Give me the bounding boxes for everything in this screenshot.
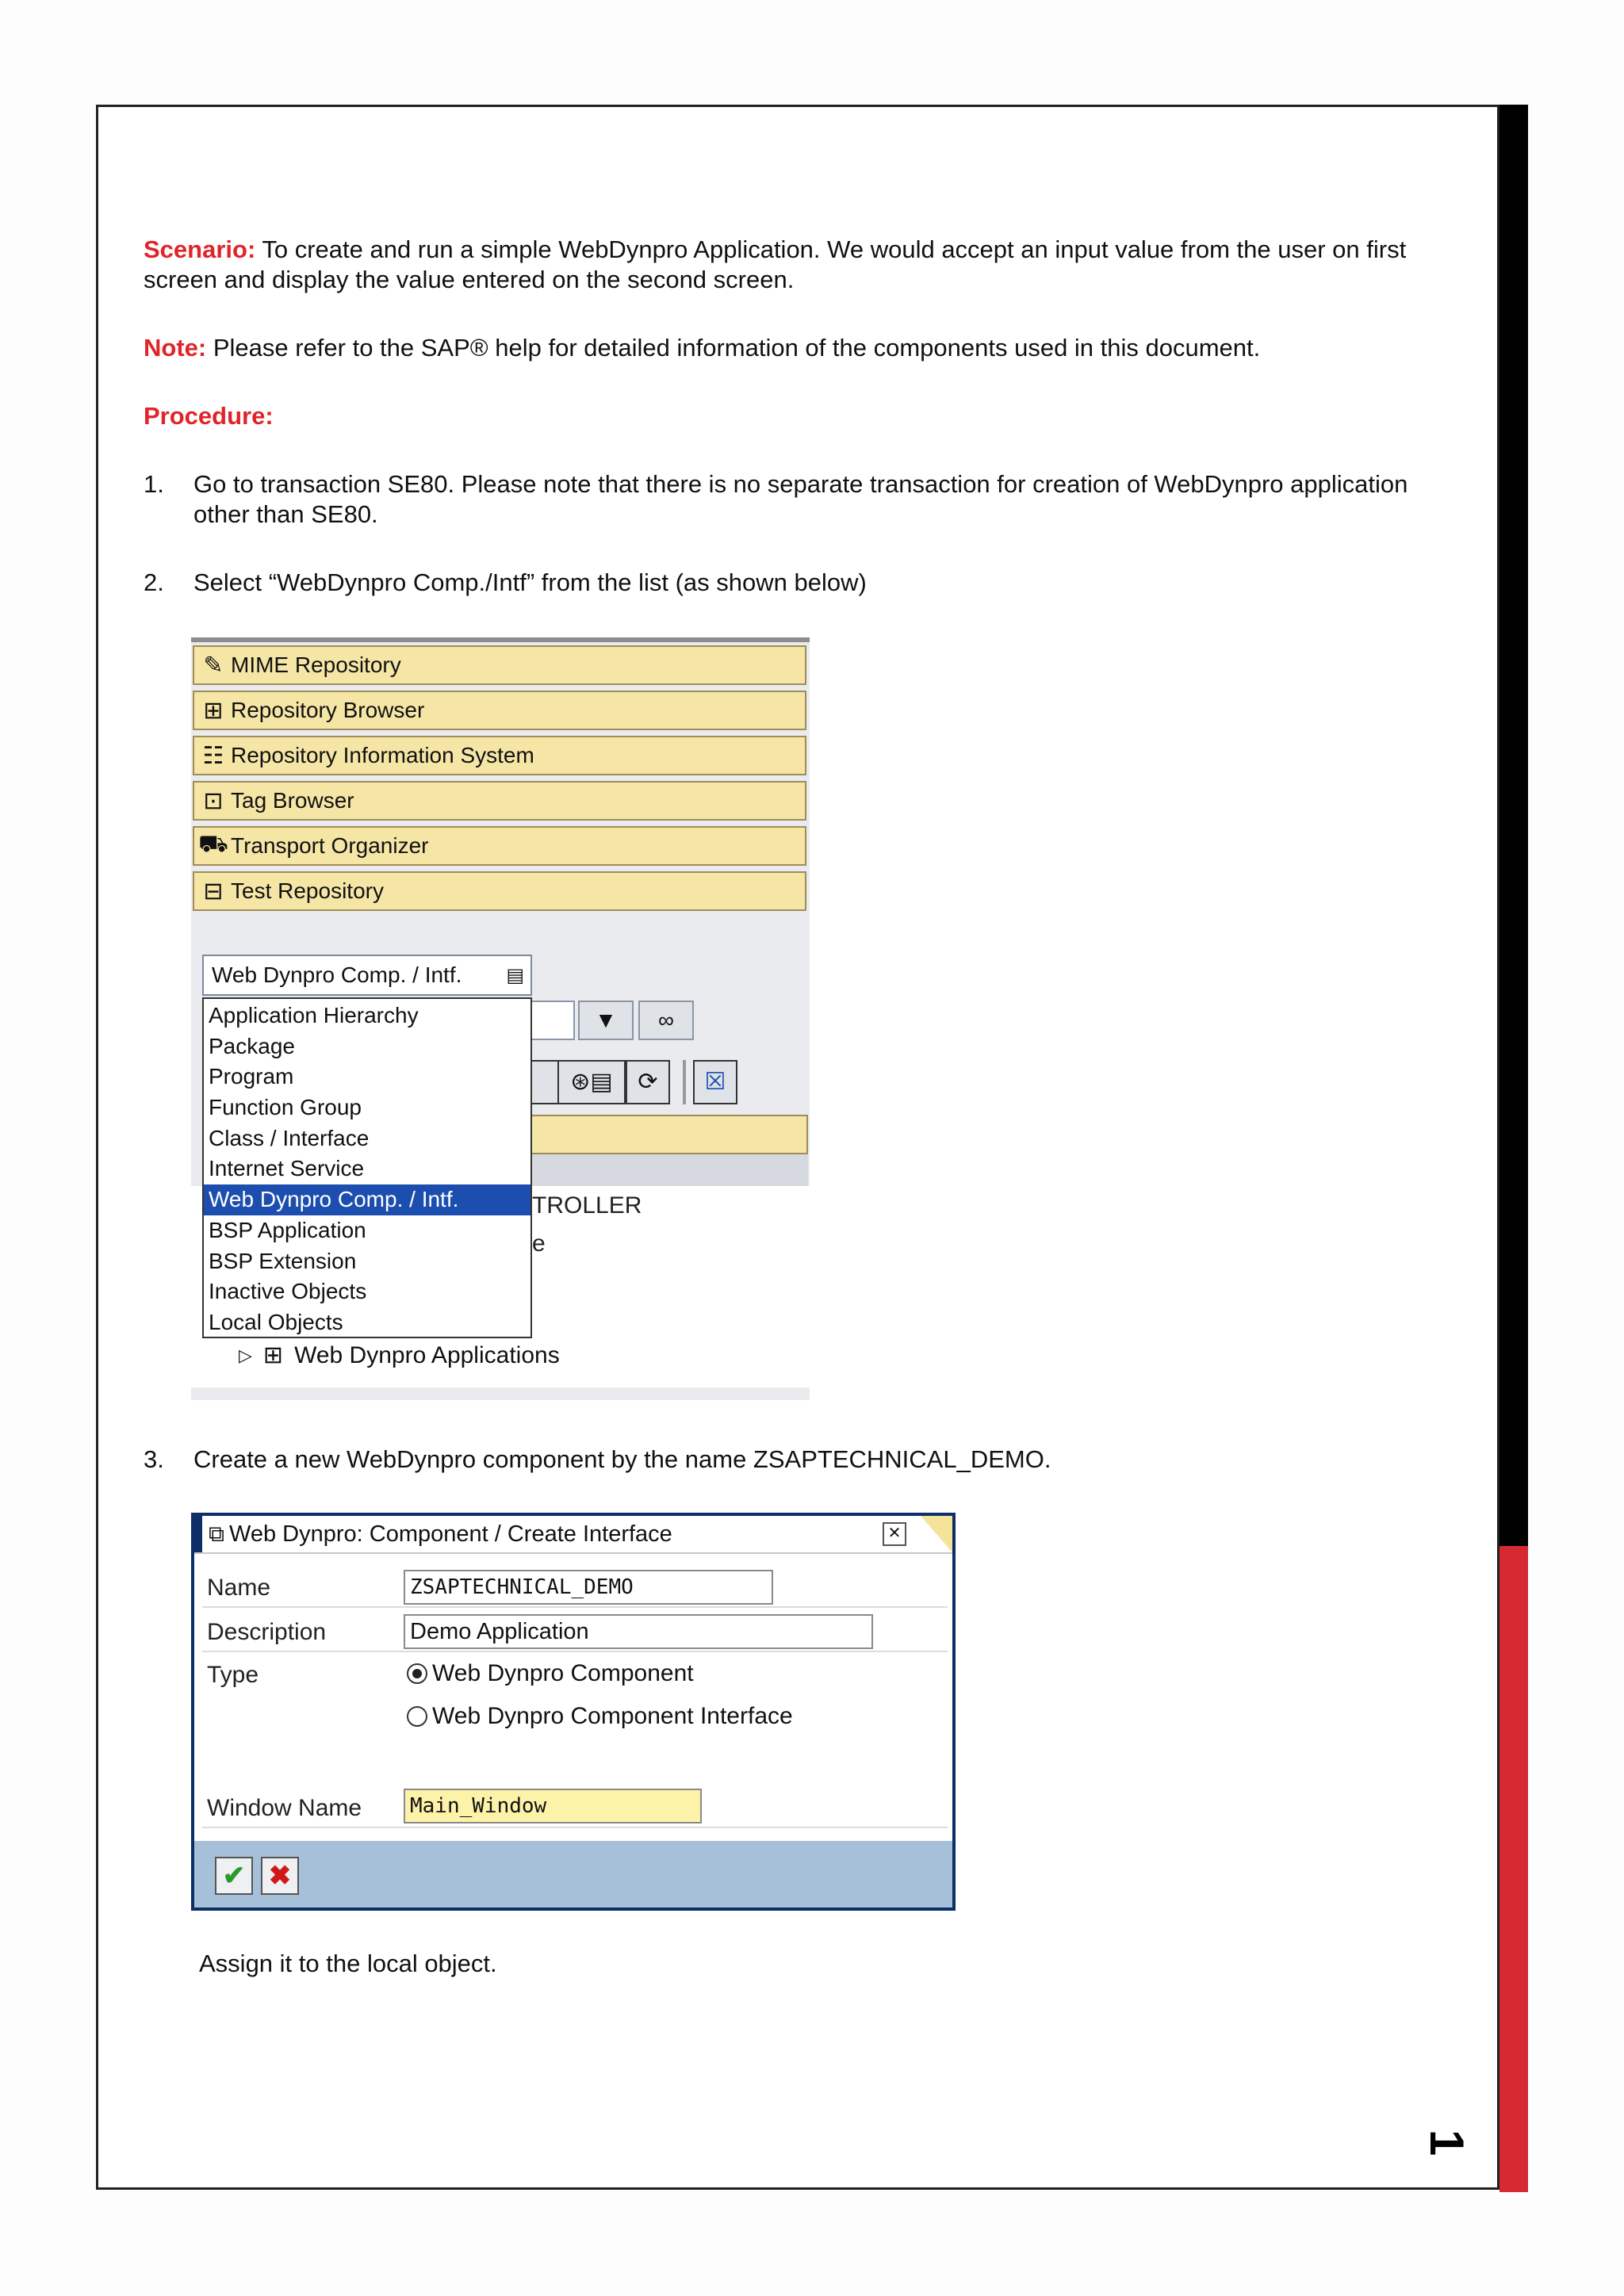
- nav-button-transport-organizer[interactable]: [193, 826, 806, 866]
- nav-label: MIME Repository: [231, 652, 401, 677]
- object-type-select[interactable]: [202, 955, 532, 996]
- side-bar-red: [1500, 1546, 1528, 2192]
- dropdown-option[interactable]: Function Group: [209, 1095, 362, 1120]
- row-divider: [202, 1651, 948, 1652]
- tree-item-label: Web Dynpro Applications: [294, 1341, 560, 1368]
- type-radio-component[interactable]: [407, 1660, 694, 1687]
- step-1-line-1: Go to transaction SE80. Please note that there is no separate transaction for creation of WebDynpro application: [193, 470, 1408, 498]
- refresh-icon: ⟳: [638, 1069, 658, 1095]
- dropdown-option[interactable]: BSP Application: [209, 1217, 366, 1242]
- description-label: Description: [207, 1619, 327, 1645]
- dropdown-option[interactable]: Package: [209, 1033, 295, 1058]
- procedure-heading: Procedure:: [144, 402, 274, 430]
- dropdown-option[interactable]: Inactive Objects: [209, 1279, 367, 1304]
- radio-unselected-icon: [407, 1706, 427, 1727]
- titlebar-accent: [194, 1516, 202, 1552]
- toolbar-button-refresh[interactable]: [626, 1060, 670, 1104]
- dropdown-option[interactable]: Internet Service: [209, 1156, 365, 1181]
- dropdown-option[interactable]: Program: [209, 1064, 294, 1089]
- dropdown-list-icon: ▤: [506, 965, 524, 986]
- hierarchy-icon: ⊞: [203, 697, 224, 724]
- type-label: Type: [207, 1662, 259, 1688]
- nav-button-test-repository[interactable]: [193, 871, 806, 911]
- step-1-line-2: other than SE80.: [193, 500, 378, 528]
- close-icon[interactable]: ✕: [883, 1522, 906, 1546]
- step-3-number: 3.: [144, 1445, 164, 1473]
- object-list-icon: ⊛▤: [570, 1069, 613, 1095]
- nav-label: Test Repository: [231, 878, 384, 903]
- dialog-footer: [194, 1841, 952, 1908]
- window-name-label: Window Name: [207, 1795, 362, 1821]
- nav-label: Transport Organizer: [231, 833, 429, 858]
- tree-text-controller: TROLLER: [532, 1192, 642, 1219]
- se80-screenshot: [191, 637, 810, 1400]
- tag-icon: ⊡: [203, 787, 224, 814]
- dialog-window-icon: ⧉: [209, 1521, 224, 1546]
- radio-label: Web Dynpro Component Interface: [432, 1703, 793, 1729]
- nav-label: Repository Browser: [231, 698, 425, 722]
- page-number: 1: [1420, 2129, 1474, 2156]
- mime-icon: ✎: [203, 652, 224, 679]
- test-icon: ⊟: [203, 878, 224, 905]
- name-label: Name: [207, 1575, 271, 1601]
- step-2-text: Select “WebDynpro Comp./Intf” from the list (as shown below): [193, 568, 867, 596]
- note-label: Note:: [144, 334, 207, 362]
- nav-button-mime-repository[interactable]: [193, 645, 806, 685]
- dropdown-option-selected[interactable]: Web Dynpro Comp. / Intf.: [204, 1184, 530, 1215]
- type-radio-component-interface[interactable]: [407, 1703, 793, 1730]
- name-field[interactable]: ZSAPTECHNICAL_DEMO: [404, 1570, 773, 1605]
- scenario-label: Scenario:: [144, 235, 256, 263]
- toolbar-button-close[interactable]: [693, 1060, 737, 1104]
- close-icon: ☒: [704, 1069, 726, 1095]
- object-name-input[interactable]: [530, 1001, 575, 1040]
- object-column-header: [530, 1154, 808, 1186]
- nav-button-tag-browser[interactable]: [193, 781, 806, 821]
- nav-label: Tag Browser: [231, 788, 354, 813]
- dropdown-option[interactable]: Application Hierarchy: [209, 1003, 419, 1027]
- note-paragraph: [144, 333, 1484, 363]
- truck-icon: ⛟: [198, 831, 228, 857]
- row-divider: [202, 1606, 948, 1608]
- step-2-number: 2.: [144, 568, 164, 596]
- expand-triangle-icon: ▷: [239, 1345, 252, 1365]
- nav-label: Repository Information System: [231, 743, 534, 767]
- radio-label: Web Dynpro Component: [432, 1660, 694, 1686]
- cancel-x-icon[interactable]: ✖: [261, 1857, 299, 1895]
- scenario-paragraph: [144, 235, 1484, 295]
- confirm-check-icon[interactable]: ✔: [215, 1857, 253, 1895]
- side-bar-black: [1500, 105, 1528, 1546]
- dropdown-option[interactable]: BSP Extension: [209, 1248, 357, 1273]
- dropdown-option[interactable]: Class / Interface: [209, 1125, 370, 1150]
- assign-local-object-text: Assign it to the local object.: [199, 1950, 497, 1977]
- note-text: Please refer to the SAP® help for detailed information of the components used in this document.: [206, 334, 1261, 362]
- object-header-strip: [530, 1115, 808, 1154]
- description-field[interactable]: Demo Application: [404, 1614, 873, 1649]
- step-3-text: Create a new WebDynpro component by the name ZSAPTECHNICAL_DEMO.: [193, 1445, 1051, 1473]
- selected-value: Web Dynpro Comp. / Intf.: [212, 962, 462, 987]
- object-type-dropdown-list: [202, 997, 532, 1338]
- dropdown-option[interactable]: Local Objects: [209, 1309, 343, 1334]
- titlebar-corner: [921, 1516, 952, 1552]
- create-component-dialog: [191, 1513, 956, 1911]
- chevron-down-icon[interactable]: ▼: [578, 1001, 634, 1040]
- application-icon: ⊞: [262, 1342, 284, 1368]
- tree-item-web-dynpro-applications[interactable]: [239, 1341, 560, 1369]
- step-1-number: 1.: [144, 470, 164, 498]
- row-divider: [202, 1827, 948, 1828]
- window-name-field[interactable]: Main_Window: [404, 1789, 702, 1823]
- nav-button-repository-information-system[interactable]: [193, 736, 806, 775]
- step-1-text: [193, 469, 1494, 530]
- radio-selected-icon: [407, 1663, 427, 1684]
- toolbar-button-display-object[interactable]: [557, 1060, 626, 1104]
- toolbar-separator: [683, 1060, 686, 1104]
- scenario-text: To create and run a simple WebDynpro Application. We would accept an input value from the user on first screen and display the value entered on the second screen.: [144, 235, 1407, 293]
- dialog-titlebar: [194, 1516, 952, 1554]
- tree-text-partial: e: [532, 1230, 546, 1257]
- info-system-icon: ☷: [202, 742, 224, 769]
- display-glasses-icon[interactable]: ∞: [638, 1001, 694, 1040]
- dialog-title: Web Dynpro: Component / Create Interface: [229, 1521, 672, 1547]
- nav-button-repository-browser[interactable]: [193, 691, 806, 730]
- screenshot-top-border: [191, 637, 810, 642]
